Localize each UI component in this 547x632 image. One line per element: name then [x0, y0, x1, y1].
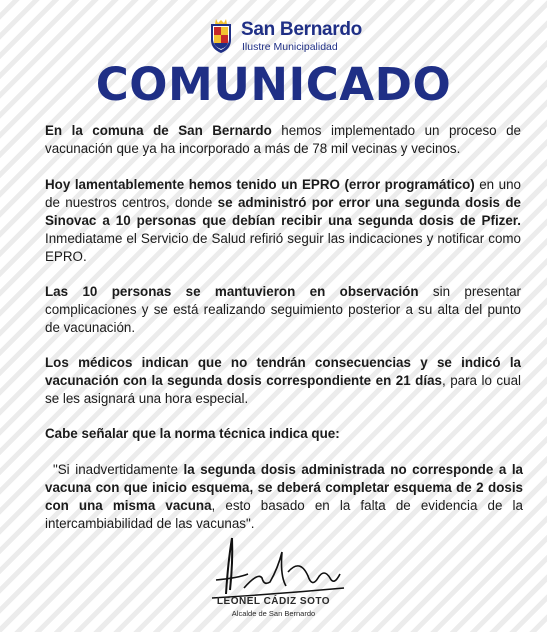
text-segment: en uno de nuestros centros, donde: [45, 177, 521, 210]
paragraph-doctors: [45, 354, 521, 408]
paragraph-vaccination-process: [45, 122, 521, 158]
paragraph-observation: [45, 283, 521, 337]
text-segment: , para lo cual se les asignará una hora especial.: [45, 373, 521, 406]
coat-of-arms-icon: [207, 18, 235, 54]
text-segment: hemos implementado un proceso de vacunación que ya ha incorporado a más de 78 mil vecinas y vecinos.: [45, 123, 521, 156]
paragraph-technical-norm-quote: [45, 461, 523, 533]
org-subtitle: Ilustre Municipalidad: [242, 41, 338, 53]
paragraph-technical-norm-intro: [45, 425, 521, 443]
bold-text: Los médicos indican que no tendrán consecuencias y se indicó la vacunación con la segunda dosis correspondiente en 21 días: [45, 355, 521, 388]
text-segment: , esto basado en la falta de evidencia de la intercambiabilidad de las vacunas".: [45, 498, 523, 531]
bold-text: se administró por error una segunda dosis de Sinovac a 10 personas que debían recibir una segunda dosis de Pfizer.: [45, 195, 521, 228]
org-name: San Bernardo: [241, 19, 362, 40]
text-segment: sin presentar complicaciones y se está realizando seguimiento posterior a su alta del punto de vacunación.: [45, 284, 521, 335]
bold-text: En la comuna de San Bernardo: [45, 123, 272, 138]
paragraph-epro-incident: [45, 176, 521, 266]
bold-text: Hoy lamentablemente hemos tenido un EPRO (error programático): [45, 177, 475, 192]
bold-text: la segunda dosis administrada no corresponde a la vacuna con que inicio esquema, se deberá completar esquema de 2 dosis con una misma vacuna: [45, 462, 524, 513]
bold-text: Cabe señalar que la norma técnica indica que:: [45, 426, 340, 441]
page-title: COMUNICADO: [95, 58, 452, 111]
text-segment: Inmediatame el Servicio de Salud refirió seguir las indicaciones y notificar como EPRO.: [45, 231, 521, 264]
text-segment: "Si inadvertidamente: [53, 462, 184, 477]
bold-text: Las 10 personas se mantuvieron en observación: [45, 284, 419, 299]
handwritten-signature: [208, 532, 348, 604]
signature-name: LEONEL CÁDIZ SOTO: [216, 596, 331, 607]
signature-role: Alcalde de San Bernardo: [231, 609, 316, 618]
